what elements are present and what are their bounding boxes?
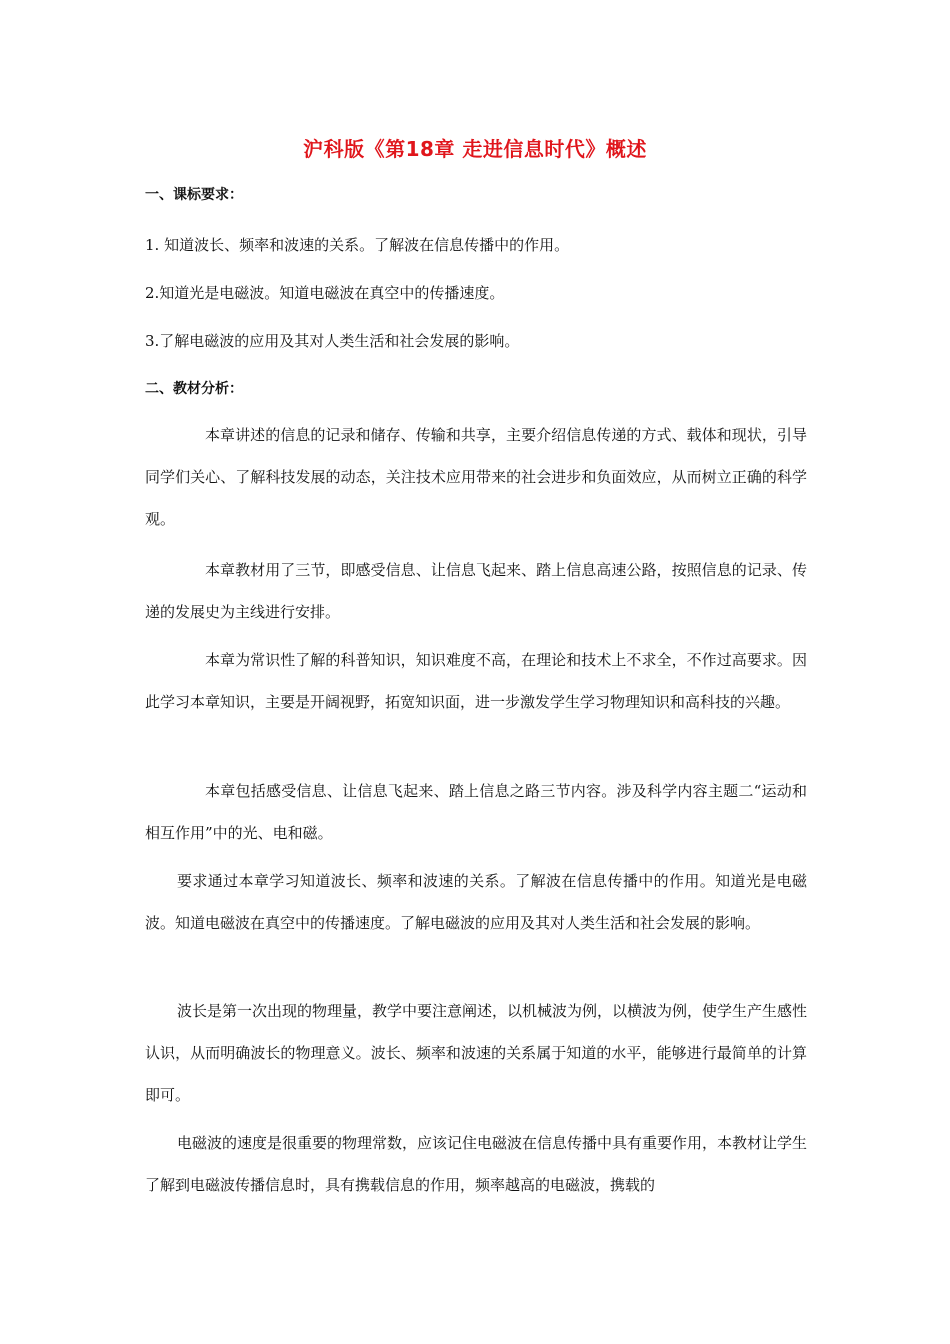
analysis-paragraph-1: 本章讲述的信息的记录和储存、传输和共享，主要介绍信息传递的方式、载体和现状，引导同学们关心、了解科技发展的动态，关注技术应用带来的社会进步和负面效应，从而树立正确的科学观。 xyxy=(145,426,807,528)
analysis-paragraph-4: 本章包括感受信息、让信息飞起来、踏上信息之路三节内容。涉及科学内容主题二“运动和相互作用”中的光、电和磁。 xyxy=(145,782,807,842)
section-heading-curriculum: 一、课标要求： xyxy=(145,187,243,203)
analysis-paragraph-3: 本章为常识性了解的科普知识，知识难度不高，在理论和技术上不求全，不作过高要求。因此学习本章知识，主要是开阔视野，拓宽知识面，进一步激发学生学习物理知识和高科技的兴趣。 xyxy=(145,651,807,711)
section-heading-analysis: 二、教材分析： xyxy=(145,381,243,397)
analysis-paragraph-2: 本章教材用了三节，即感受信息、让信息飞起来、踏上信息高速公路，按照信息的记录、传递的发展史为主线进行安排。 xyxy=(145,561,807,621)
requirement-item-2: 2.知道光是电磁波。知道电磁波在真空中的传播速度。 xyxy=(145,284,505,302)
analysis-paragraph-6: 波长是第一次出现的物理量，教学中要注意阐述，以机械波为例，以横波为例，使学生产生感性认识，从而明确波长的物理意义。波长、频率和波速的关系属于知道的水平，能够进行最简单的计算即可。 xyxy=(145,1002,808,1104)
analysis-paragraph-5: 要求通过本章学习知道波长、频率和波速的关系。了解波在信息传播中的作用。知道光是电磁波。知道电磁波在真空中的传播速度。了解电磁波的应用及其对人类生活和社会发展的影响。 xyxy=(145,872,807,932)
analysis-paragraph-7: 电磁波的速度是很重要的物理常数，应该记住电磁波在信息传播中具有重要作用，本教材让学生了解到电磁波传播信息时，具有携载信息的作用，频率越高的电磁波，携载的 xyxy=(145,1134,808,1194)
requirement-item-1: 1. 知道波长、频率和波速的关系。了解波在信息传播中的作用。 xyxy=(145,236,570,254)
requirement-item-3: 3.了解电磁波的应用及其对人类生活和社会发展的影响。 xyxy=(145,332,520,350)
page-title: 沪科版《第18章 走进信息时代》概述 xyxy=(303,137,647,161)
